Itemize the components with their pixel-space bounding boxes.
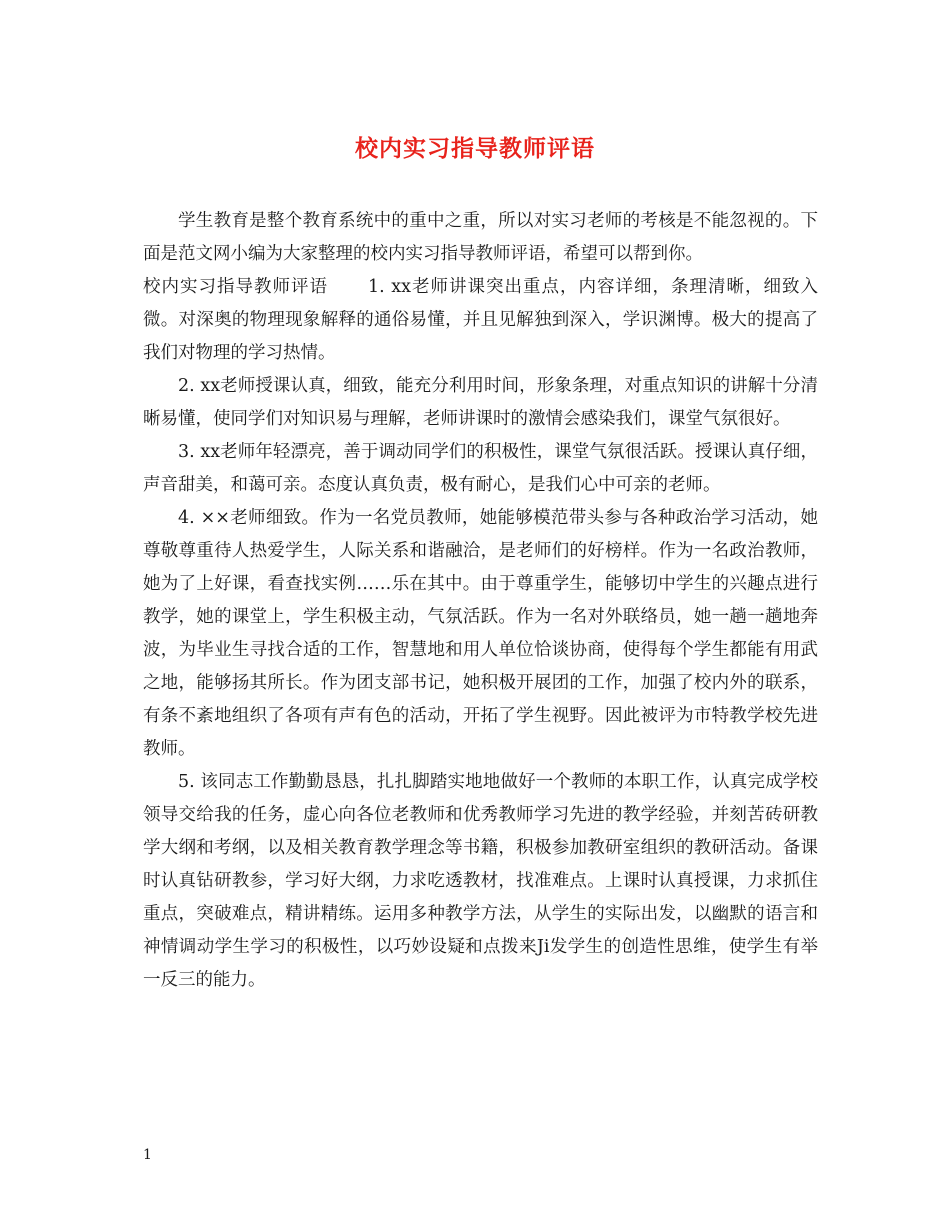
document-title: 校内实习指导教师评语 (355, 135, 595, 162)
item-1-paragraph (143, 271, 818, 370)
item-2-paragraph: 2. xx老师授课认真，细致，能充分利用时间，形象条理，对重点知识的讲解十分清晰易懂，使同学们对知识易与理解，老师讲课时的激情会感染我们，课堂气氛很好。 (143, 376, 818, 429)
intro-paragraph: 学生教育是整个教育系统中的重中之重，所以对实习老师的考核是不能忽视的。下面是范文网小编为大家整理的校内实习指导教师评语，希望可以帮到你。 (143, 211, 818, 264)
section-heading: 校内实习指导教师评语 (143, 277, 328, 297)
item-1-text: 1. xx老师讲课突出重点，内容详细，条理清晰，细致入微。对深奥的物理现象解释的通俗易懂，并且见解独到深入，学识渊博。极大的提高了我们对物理的学习热情。 (143, 277, 818, 363)
item-3-paragraph: 3. xx老师年轻漂亮，善于调动同学们的积极性，课堂气氛很活跃。授课认真仔细，声音甜美，和蔼可亲。态度认真负责，极有耐心，是我们心中可亲的老师。 (143, 442, 818, 495)
item-5-paragraph: 5. 该同志工作勤勤恳恳，扎扎脚踏实地地做好一个教师的本职工作，认真完成学校领导交给我的任务，虚心向各位老教师和优秀教师学习先进的教学经验，并刻苦砖研教学大纲和考纲，以及相关教育教学理念等书籍，积极参加教研室组织的教研活动。备课时认真钻研教参，学习好大纲，力求吃透教材，找准难点。上课时认真授课，力求抓住重点，突破难点，精讲精练。运用多种教学方法，从学生的实际出发，以幽默的语言和神情调动学生学习的积极性，以巧妙设疑和点拨来Ji发学生的创造性思维，使学生有举一反三的能力。 (143, 772, 818, 990)
document-body (143, 205, 818, 997)
item-4-paragraph: 4. ××老师细致。作为一名党员教师，她能够模范带头参与各种政治学习活动，她尊敬尊重待人热爱学生，人际关系和谐融洽，是老师们的好榜样。作为一名政治教师，她为了上好课，看查找实例……乐在其中。由于尊重学生，能够切中学生的兴趣点进行教学，她的课堂上，学生积极主动，气氛活跃。作为一名对外联络员，她一趟一趟地奔波，为毕业生寻找合适的工作，智慧地和用人单位恰谈协商，使得每个学生都能有用武之地，能够扬其所长。作为团支部书记，她积极开展团的工作，加强了校内外的联系，有条不紊地组织了各项有声有色的活动，开拓了学生视野。因此被评为市特教学校先进教师。 (143, 508, 818, 759)
page-number: 1 (143, 1147, 152, 1163)
